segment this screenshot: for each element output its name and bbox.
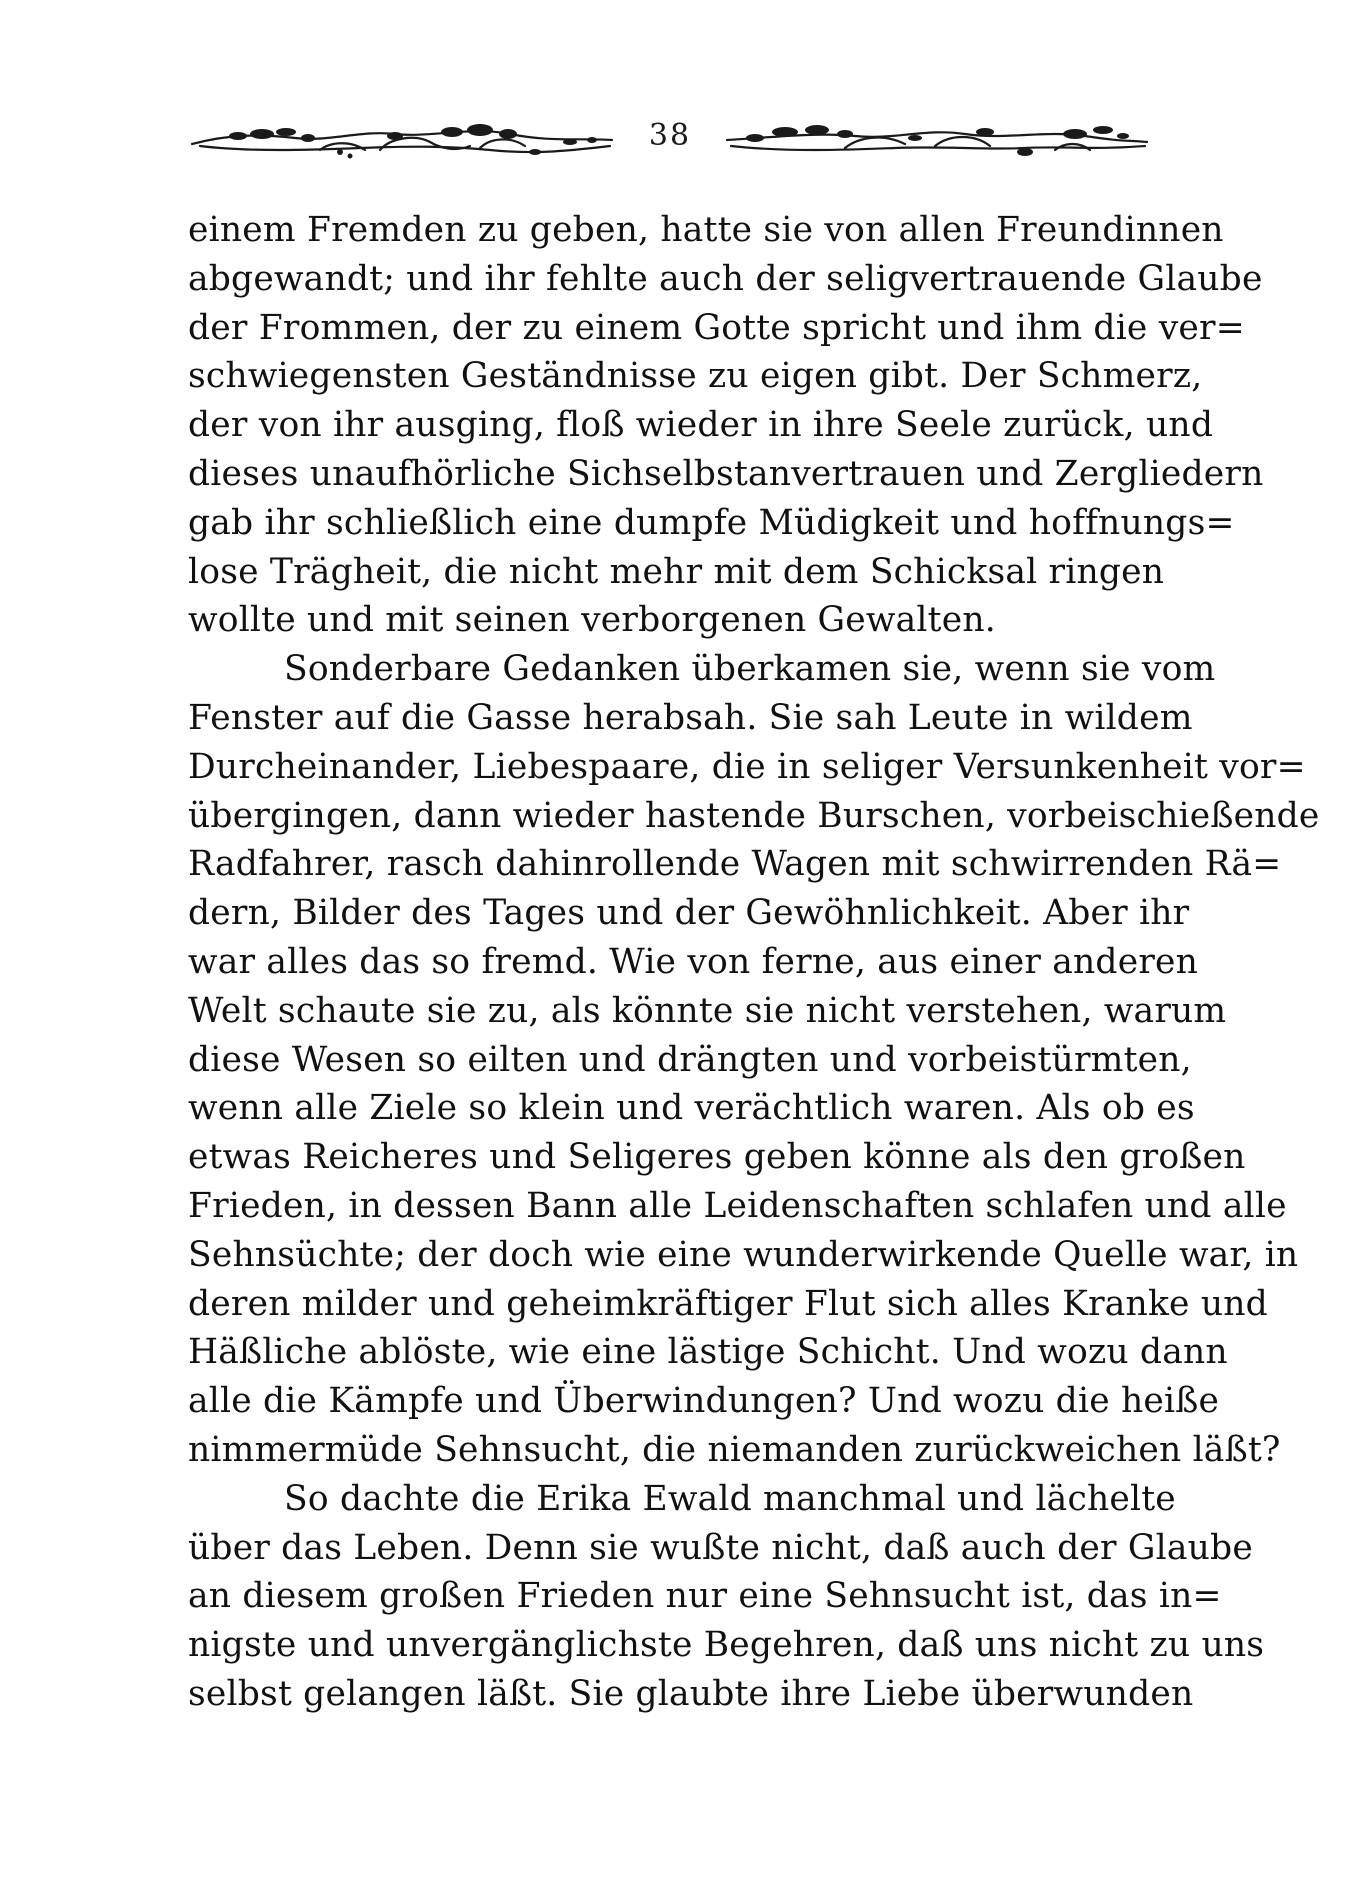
- body-text: [188, 206, 1320, 1719]
- text-line: der Frommen, der zu einem Gotte spricht und ihm die ver=: [188, 307, 1245, 348]
- text-line: der von ihr ausging, floß wieder in ihre Seele zurück, und: [188, 405, 1214, 446]
- text-line: wenn alle Ziele so klein und verächtlich waren. Als ob es: [188, 1088, 1195, 1129]
- text-line: Radfahrer, rasch dahinrollende Wagen mit schwirrenden Rä=: [188, 844, 1282, 885]
- text-line: Welt schaute sie zu, als könnte sie nicht verstehen, warum: [188, 990, 1227, 1031]
- text-line: Sehnsüchte; der doch wie eine wunderwirkende Quelle war, in: [188, 1234, 1299, 1275]
- text-line: dern, Bilder des Tages und der Gewöhnlichkeit. Aber ihr: [188, 893, 1190, 934]
- text-line: abgewandt; und ihr fehlte auch der seligvertrauende Glaube: [188, 258, 1263, 299]
- text-line: Frieden, in dessen Bann alle Leidenschaften schlafen und alle: [188, 1185, 1287, 1226]
- text-line: nigste und unvergänglichste Begehren, daß uns nicht zu uns: [188, 1625, 1265, 1666]
- text-line: nimmermüde Sehnsucht, die niemanden zurückweichen läßt?: [188, 1429, 1281, 1470]
- text-line: lose Trägheit, die nicht mehr mit dem Schicksal ringen: [188, 551, 1165, 592]
- vine-ornament-left: [190, 112, 615, 172]
- text-line: über das Leben. Denn sie wußte nicht, daß auch der Glaube: [188, 1527, 1253, 1568]
- text-line: gab ihr schließlich eine dumpfe Müdigkeit und hoffnungs=: [188, 502, 1235, 543]
- text-line: an diesem großen Frieden nur eine Sehnsucht ist, das in=: [188, 1576, 1222, 1617]
- vine-ornament-right: [725, 112, 1150, 172]
- text-line: schwiegensten Geständnisse zu eigen gibt. Der Schmerz,: [188, 356, 1203, 397]
- text-line: Durcheinander, Liebespaare, die in seliger Versunkenheit vor=: [188, 746, 1306, 787]
- text-line: etwas Reicheres und Seligeres geben könne als den großen: [188, 1137, 1246, 1178]
- text-line: einem Fremden zu geben, hatte sie von allen Freundinnen: [188, 210, 1224, 250]
- page-number: 38: [648, 118, 692, 153]
- text-line: Sonderbare Gedanken überkamen sie, wenn sie vom: [284, 649, 1216, 690]
- text-line: wollte und mit seinen verborgenen Gewalten.: [188, 600, 996, 641]
- text-line: So dachte die Erika Ewald manchmal und lächelte: [284, 1478, 1176, 1519]
- text-line: Fenster auf die Gasse herabsah. Sie sah Leute in wildem: [188, 697, 1193, 738]
- text-line: diese Wesen so eilten und drängten und vorbeistürmten,: [188, 1039, 1192, 1080]
- text-line: dieses unaufhörliche Sichselbstanvertrauen und Zergliedern: [188, 453, 1264, 494]
- text-line: selbst gelangen läßt. Sie glaubte ihre Liebe überwunden: [188, 1673, 1194, 1714]
- text-line: deren milder und geheimkräftiger Flut sich alles Kranke und: [188, 1283, 1268, 1324]
- text-line: alle die Kämpfe und Überwindungen? Und wozu die heiße: [188, 1381, 1220, 1422]
- text-line: Häßliche ablöste, wie eine lästige Schicht. Und wozu dann: [188, 1332, 1228, 1373]
- text-line: übergingen, dann wieder hastende Burschen, vorbeischießende: [188, 795, 1320, 836]
- text-line: war alles das so fremd. Wie von ferne, aus einer anderen: [188, 941, 1199, 982]
- page-header: [190, 112, 1150, 172]
